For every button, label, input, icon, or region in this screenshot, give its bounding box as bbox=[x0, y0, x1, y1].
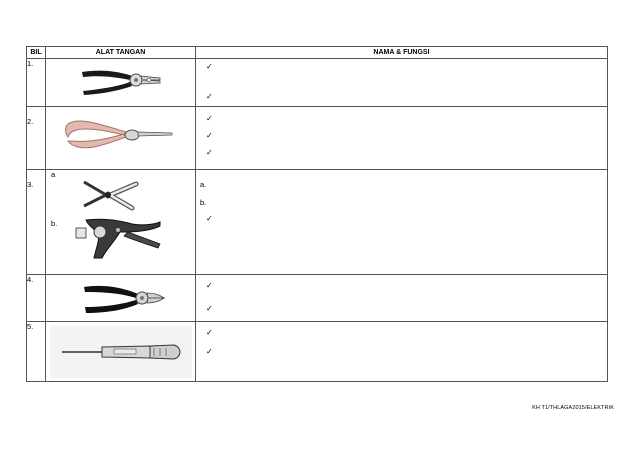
sub-label-a: a bbox=[51, 170, 56, 179]
header-bil: BIL bbox=[27, 47, 46, 59]
table-row bbox=[27, 170, 608, 275]
checkmark-icon: ✓ bbox=[206, 114, 213, 123]
tool-cell bbox=[46, 322, 196, 382]
desc-label-a: a. bbox=[200, 180, 207, 189]
row-number: 4. bbox=[27, 275, 46, 322]
description-cell bbox=[196, 322, 608, 382]
checkmark-icon: ✓ bbox=[206, 347, 213, 356]
long-nose-pliers-icon bbox=[64, 117, 174, 153]
crimping-tool-icon bbox=[72, 214, 162, 262]
wire-stripper-icon bbox=[80, 176, 142, 212]
table-row bbox=[27, 107, 608, 170]
checkmark-icon: ✓ bbox=[206, 148, 213, 157]
description-cell bbox=[196, 59, 608, 107]
header-alat-tangan: ALAT TANGAN bbox=[46, 47, 196, 59]
table-row bbox=[27, 322, 608, 382]
row-number: 2. bbox=[27, 107, 46, 170]
row-number: 1. bbox=[27, 59, 46, 107]
table-row bbox=[27, 59, 608, 107]
row-number: 5. bbox=[27, 322, 46, 382]
side-cutter-icon bbox=[82, 281, 166, 315]
tool-cell bbox=[46, 59, 196, 107]
header-nama-fungsi: NAMA & FUNGSI bbox=[196, 47, 608, 59]
checkmark-icon: ✓ bbox=[206, 304, 213, 313]
sub-label-b: b. bbox=[51, 219, 58, 228]
checkmark-icon: ✓ bbox=[206, 214, 213, 223]
checkmark-icon: ✓ bbox=[206, 328, 213, 337]
worksheet-table bbox=[26, 46, 608, 382]
description-cell bbox=[196, 170, 608, 275]
footer-code: KH T1/THLAGA2015/ELEKTRIK bbox=[532, 405, 614, 411]
description-cell bbox=[196, 107, 608, 170]
checkmark-icon: ✓ bbox=[206, 281, 213, 290]
table-row bbox=[27, 275, 608, 322]
combination-pliers-icon bbox=[80, 65, 162, 95]
desc-label-b: b. bbox=[200, 198, 207, 207]
test-screwdriver-icon bbox=[50, 326, 192, 378]
tool-cell bbox=[46, 170, 196, 275]
checkmark-icon: ✓ bbox=[206, 92, 213, 101]
row-number: 3. bbox=[27, 170, 46, 275]
tool-cell bbox=[46, 107, 196, 170]
description-cell bbox=[196, 275, 608, 322]
tool-cell bbox=[46, 275, 196, 322]
checkmark-icon: ✓ bbox=[206, 131, 213, 140]
header-row bbox=[27, 47, 608, 59]
checkmark-icon: ✓ bbox=[206, 62, 213, 71]
